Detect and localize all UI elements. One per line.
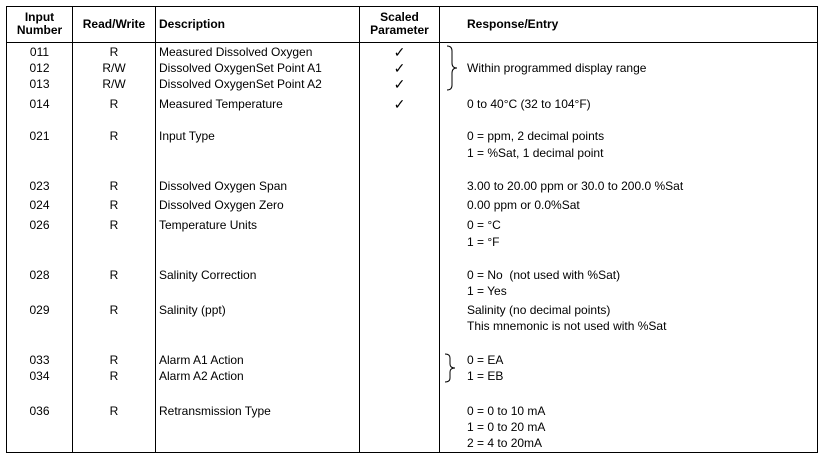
input-number: 036 [29,404,50,418]
header-parameter-line: Parameter [370,23,429,37]
input-number: 029 [29,303,50,317]
input-number: 014 [29,97,50,111]
description: Dissolved OxygenSet Point A2 [159,77,322,91]
response-temp-range: 0 to 40°C (32 to 104°F) [467,97,591,111]
response-display-range: Within programmed display range [467,61,647,75]
column-divider [155,7,156,452]
header-read-write: Read/Write [82,17,146,31]
response-input-type: 0 = ppm, 2 decimal points [467,129,605,143]
input-number: 012 [29,61,50,75]
input-number: 033 [29,353,50,367]
read-write: R [109,129,119,143]
description: Input Type [159,129,215,143]
read-write: R/W [102,77,126,91]
description: Dissolved Oxygen Zero [159,198,284,212]
read-write: R [109,353,119,367]
input-number: 034 [29,369,50,383]
response-span: 3.00 to 20.00 ppm or 30.0 to 200.0 %Sat [467,179,684,193]
response-alarm-action: 1 = EB [467,369,504,383]
input-number: 011 [29,45,50,59]
check-icon: ✓ [393,76,406,92]
column-divider [439,7,440,452]
response-retransmission: 2 = 4 to 20mA [467,436,543,450]
read-write: R [109,179,119,193]
response-temp-units: 0 = °C [467,218,501,232]
response-salinity: This mnemonic is not used with %Sat [467,319,667,333]
input-number: 023 [29,179,50,193]
read-write: R/W [102,61,126,75]
description: Measured Temperature [159,97,283,111]
header-scaled-parameter [360,11,439,37]
read-write: R [109,97,119,111]
header-scaled-line: Scaled [380,10,419,24]
response-zero: 0.00 ppm or 0.0%Sat [467,198,580,212]
right-brace-icon [443,353,457,383]
input-number: 013 [29,77,50,91]
check-icon: ✓ [393,44,406,60]
description: Measured Dissolved Oxygen [159,45,313,59]
parameter-table [6,6,818,453]
description: Alarm A2 Action [159,369,244,383]
check-icon: ✓ [393,96,406,112]
read-write: R [109,198,119,212]
description: Temperature Units [159,218,258,232]
check-icon: ✓ [393,60,406,76]
read-write: R [109,369,119,383]
response-temp-units: 1 = °F [467,235,500,249]
right-brace-icon [445,45,459,91]
description: Alarm A1 Action [159,353,244,367]
read-write: R [109,218,119,232]
header-number-line: Number [16,23,63,37]
response-retransmission: 1 = 0 to 20 mA [467,420,546,434]
read-write: R [109,268,119,282]
header-response-entry: Response/Entry [467,17,559,31]
description: Dissolved Oxygen Span [159,179,288,193]
response-input-type: 1 = %Sat, 1 decimal point [467,146,604,160]
input-number: 028 [29,268,50,282]
header-divider [7,42,817,43]
response-salinity: Salinity (no decimal points) [467,303,611,317]
input-number: 021 [29,129,50,143]
input-number: 024 [29,198,50,212]
read-write: R [109,45,119,59]
read-write: R [109,404,119,418]
response-alarm-action: 0 = EA [467,353,504,367]
description: Salinity Correction [159,268,257,282]
description: Retransmission Type [159,404,271,418]
response-salinity-correction: 1 = Yes [467,284,507,298]
header-input-number [7,11,72,37]
response-retransmission: 0 = 0 to 10 mA [467,404,546,418]
input-number: 026 [29,218,50,232]
response-salinity-correction: 0 = No (not used with %Sat) [467,268,621,282]
read-write: R [109,303,119,317]
header-input-line: Input [24,10,55,24]
description: Salinity (ppt) [159,303,226,317]
header-description: Description [159,17,226,31]
description: Dissolved OxygenSet Point A1 [159,61,322,75]
